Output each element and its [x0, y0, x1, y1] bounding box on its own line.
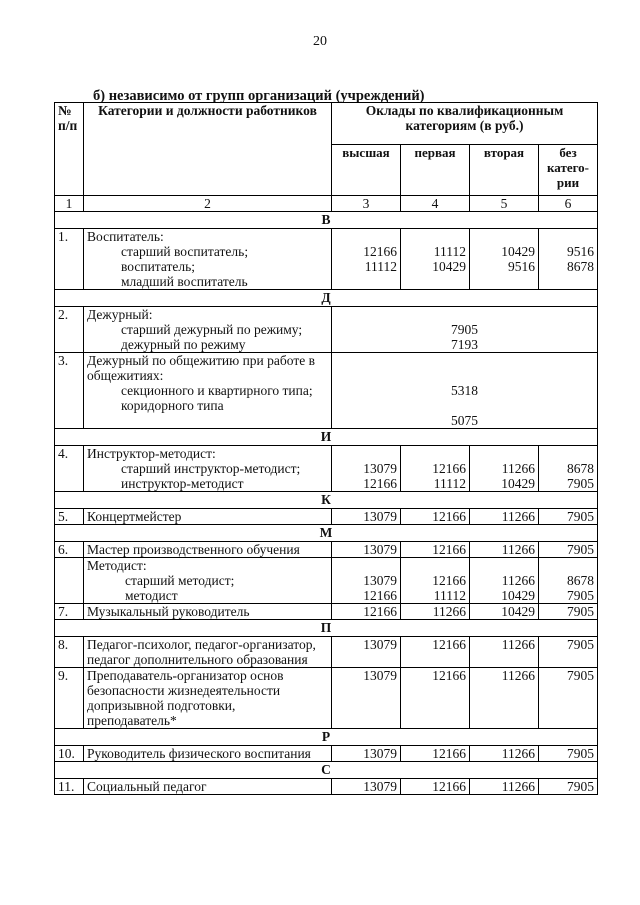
value-cell: 13079	[332, 509, 401, 525]
header-none: без катего-рии	[539, 145, 598, 196]
value-cell: 7905	[539, 509, 598, 525]
row-subitem: коридорного типа	[121, 398, 224, 413]
row-category: Руководитель физического воспитания	[84, 746, 332, 762]
section-letter-row	[55, 762, 598, 779]
row-subitem: методист	[125, 588, 178, 603]
value-cell: 10429	[470, 604, 539, 620]
row-subitem: дежурный по режиму	[121, 337, 246, 352]
section-letter: И	[55, 429, 598, 446]
row-category	[84, 446, 332, 492]
header-second: вторая	[470, 145, 539, 196]
row-subitem: инструктор-методист	[121, 476, 244, 491]
value-cell: 7905	[539, 779, 598, 795]
table-row	[55, 668, 598, 729]
row-number: 3.	[55, 353, 84, 429]
row-category: Педагог-психолог, педагог-организатор, педагог дополнительного образования	[84, 637, 332, 668]
index-cell: 4	[401, 196, 470, 212]
value-cell: 13079 12166	[332, 446, 401, 492]
value-cell: 12166	[401, 746, 470, 762]
row-category: Концертмейстер	[84, 509, 332, 525]
row-category	[84, 229, 332, 290]
section-letter: К	[55, 492, 598, 509]
section-letter: С	[55, 762, 598, 779]
section-letter-row	[55, 492, 598, 509]
section-letter: В	[55, 212, 598, 229]
index-cell: 1	[55, 196, 84, 212]
table-row	[55, 542, 598, 558]
page-number: 20	[313, 34, 327, 49]
section-letter-row	[55, 429, 598, 446]
index-cell: 2	[84, 196, 332, 212]
value-cell: 9516 8678	[539, 229, 598, 290]
value-cell: 7905	[539, 746, 598, 762]
value-cell: 13079	[332, 637, 401, 668]
header-num: № п/п	[55, 103, 84, 196]
section-letter-row	[55, 290, 598, 307]
table-row	[55, 353, 598, 429]
value-cell: 11266 10429	[470, 446, 539, 492]
section-letter: Р	[55, 729, 598, 746]
row-subitem: старший воспитатель;	[121, 244, 249, 259]
section-letter: М	[55, 525, 598, 542]
row-subitem: секционного и квартирного типа;	[121, 383, 313, 398]
row-subitem: старший дежурный по режиму;	[121, 322, 303, 337]
header-row	[55, 103, 598, 145]
row-category: Музыкальный руководитель	[84, 604, 332, 620]
row-number	[55, 558, 84, 604]
value-cell: 8678 7905	[539, 558, 598, 604]
value-cell: 8678 7905	[539, 446, 598, 492]
section-letter-row	[55, 212, 598, 229]
table-row	[55, 229, 598, 290]
value-cell: 13079	[332, 779, 401, 795]
row-number: 4.	[55, 446, 84, 492]
value-cell: 12166	[401, 509, 470, 525]
row-subitem: младший воспитатель	[121, 274, 248, 289]
row-title: Инструктор-методист:	[87, 446, 216, 461]
index-cell: 6	[539, 196, 598, 212]
table-subtitle: б) независимо от групп организаций (учреждений)	[93, 88, 425, 104]
row-number: 7.	[55, 604, 84, 620]
header-category: Категории и должности работников	[84, 103, 332, 196]
value-cell: 11112 10429	[401, 229, 470, 290]
value-cell: 7905	[539, 668, 598, 729]
header-salaries: Оклады по квалификационным категориям (в руб.)	[332, 103, 598, 145]
section-letter: П	[55, 620, 598, 637]
value-cell: 11266	[470, 509, 539, 525]
section-letter-row	[55, 620, 598, 637]
value-cell: 11266	[470, 779, 539, 795]
row-subitem: воспитатель;	[121, 259, 196, 274]
value-cell: 13079 12166	[332, 558, 401, 604]
row-category	[84, 307, 332, 353]
row-title: Дежурный:	[87, 307, 153, 322]
section-letter: Д	[55, 290, 598, 307]
table-row	[55, 446, 598, 492]
value-cell: 10429 9516	[470, 229, 539, 290]
row-title: Методист:	[87, 558, 147, 573]
row-number: 1.	[55, 229, 84, 290]
row-title: Дежурный по общежитию при работе в общежитиях:	[87, 353, 315, 383]
value-cell: 11266	[470, 668, 539, 729]
index-cell: 3	[332, 196, 401, 212]
row-category	[84, 353, 332, 429]
table-row	[55, 558, 598, 604]
value-cell: 7905	[539, 542, 598, 558]
value-cell: 11266	[470, 746, 539, 762]
row-number: 6.	[55, 542, 84, 558]
table-row	[55, 307, 598, 353]
value-cell: 13079	[332, 542, 401, 558]
value-cell: 12166	[401, 637, 470, 668]
section-letter-row	[55, 525, 598, 542]
row-subitem: старший методист;	[125, 573, 235, 588]
row-category: Преподаватель-организатор основ безопасности жизнедеятельности допризывной подготовки, преподаватель*	[84, 668, 332, 729]
value-cell: 7905	[539, 604, 598, 620]
row-number: 8.	[55, 637, 84, 668]
value-cell-merged: 7905 7193	[332, 307, 598, 353]
value-cell: 12166	[401, 542, 470, 558]
value-cell: 12166 11112	[401, 446, 470, 492]
header-first: первая	[401, 145, 470, 196]
index-cell: 5	[470, 196, 539, 212]
value-cell: 11266 10429	[470, 558, 539, 604]
row-category: Социальный педагог	[84, 779, 332, 795]
value-cell: 12166	[401, 668, 470, 729]
value-cell: 13079	[332, 668, 401, 729]
value-cell: 7905	[539, 637, 598, 668]
value-cell: 12166 11112	[332, 229, 401, 290]
header-highest: высшая	[332, 145, 401, 196]
row-number: 11.	[55, 779, 84, 795]
row-subitem: старший инструктор-методист;	[121, 461, 301, 476]
value-cell: 12166	[401, 779, 470, 795]
row-number: 9.	[55, 668, 84, 729]
row-category	[84, 558, 332, 604]
table-row	[55, 509, 598, 525]
value-cell-merged: 5318 5075	[332, 353, 598, 429]
value-cell: 11266	[470, 542, 539, 558]
table-row	[55, 604, 598, 620]
row-number: 2.	[55, 307, 84, 353]
table-row	[55, 746, 598, 762]
table-row	[55, 779, 598, 795]
row-category: Мастер производственного обучения	[84, 542, 332, 558]
value-cell: 11266	[401, 604, 470, 620]
value-cell: 12166 11112	[401, 558, 470, 604]
row-number: 10.	[55, 746, 84, 762]
row-title: Воспитатель:	[87, 229, 164, 244]
table-row	[55, 637, 598, 668]
section-letter-row	[55, 729, 598, 746]
row-number: 5.	[55, 509, 84, 525]
value-cell: 12166	[332, 604, 401, 620]
salary-table	[54, 102, 598, 795]
index-row	[55, 196, 598, 212]
value-cell: 11266	[470, 637, 539, 668]
value-cell: 13079	[332, 746, 401, 762]
